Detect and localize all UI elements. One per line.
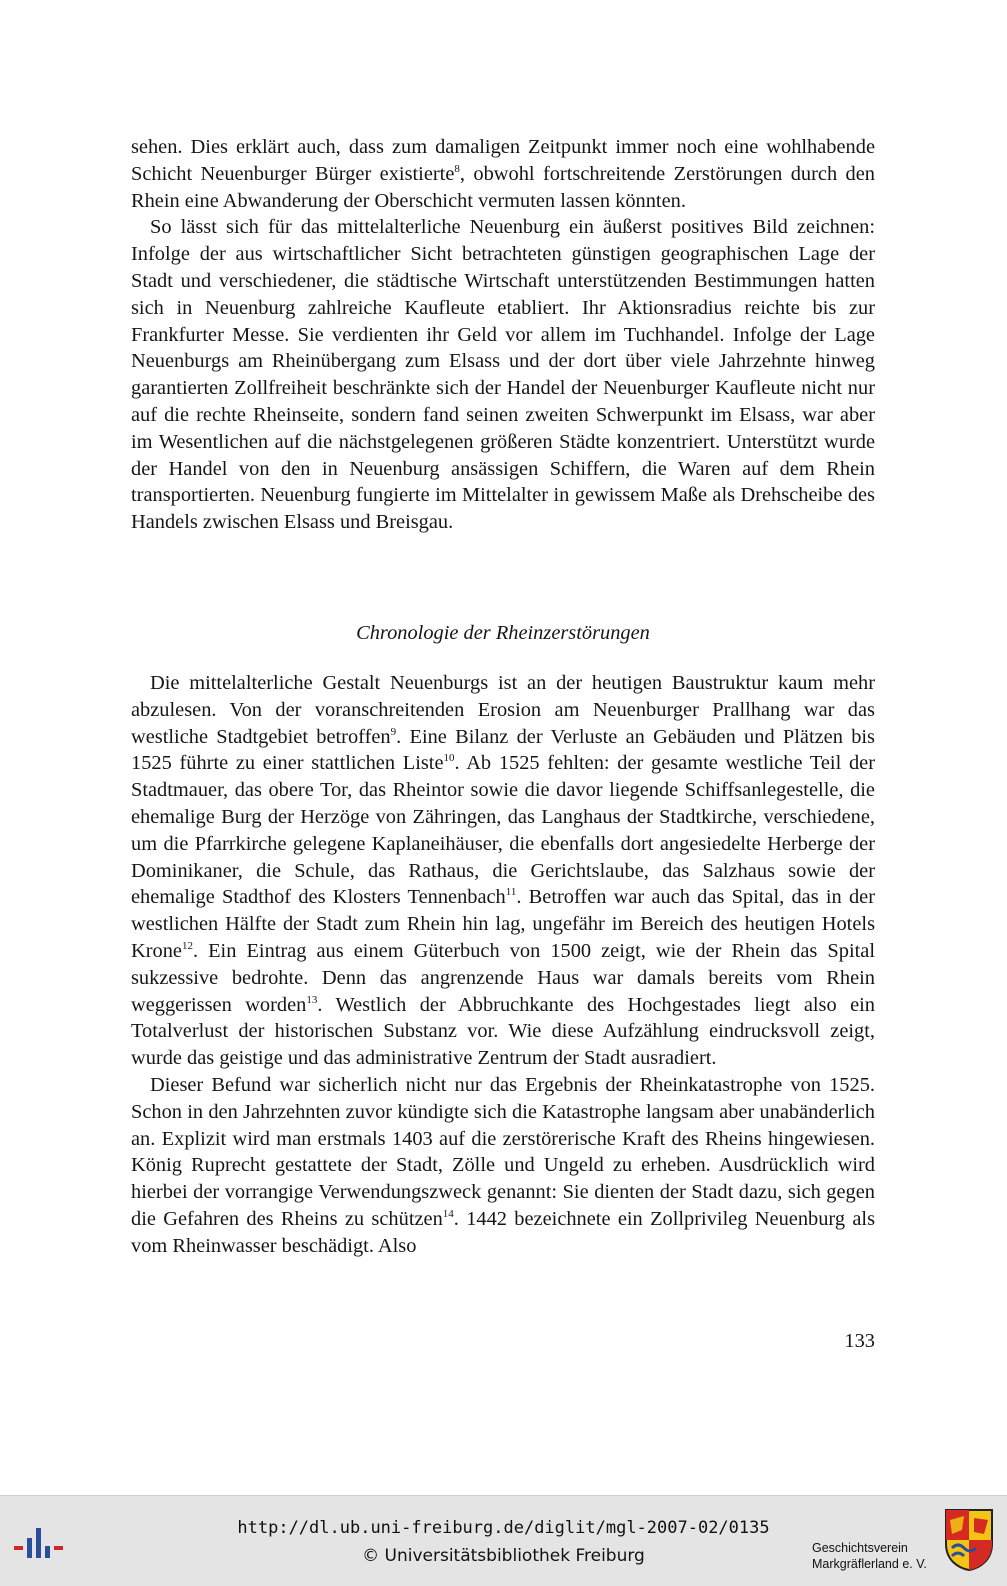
paragraph-3-text-d: . Betroffen war auch das Spital, das in der westlichen Hälfte der Stadt zum Rhein hin lag, ungefähr im Bereich des heutigen Hotels Krone <box>131 886 875 962</box>
paragraph-1-text-b: , obwohl fortschreitende Zerstörungen durch den Rhein eine Abwanderung der Oberschicht vermuten lassen könnten. <box>131 162 875 212</box>
copyright-text: © Universitätsbibliothek Freiburg <box>362 1546 645 1566</box>
footnote-ref-10[interactable]: 10 <box>443 752 455 765</box>
paragraph-4-text-b: . 1442 bezeichnete ein Zollprivileg Neuenburg als vom Rheinwasser beschädigt. Also <box>131 1207 876 1257</box>
footnote-ref-12[interactable]: 12 <box>181 940 193 953</box>
paragraph-3-text-e: . Ein Eintrag aus einem Güterbuch von 1500 zeigt, wie der Rhein das Spital sukzessive bedrohte. Denn das angrenzende Haus war damals bereits vom Rhein weggerissen worden <box>131 939 875 1016</box>
paragraph-3-text-c: . Ab 1525 fehlten: der gesamte westliche Teil der Stadtmauer, das obere Tor, das Rheintor sowie die davor liegende Schiffsanlegestelle, die ehemalige Burg der Herzöge von Zähringen, das Langhaus der Stadtkirche, verschiedene, um die Pfarrkirche gelegene Kaplaneihäuser, die ebenfalls dort angesiedelte Herberge der Dominikaner, die Schule, das Rathaus, die Gerichtslaube, das Salzhaus sowie der ehemalige Stadthof des Klosters Tennenbach <box>131 752 875 909</box>
paragraph-2: So lässt sich für das mittelalterliche Neuenburg ein äußerst positives Bild zeichnen: Infolge der aus wirtschaftlicher Sicht betrachteten günstigen geographischen Lage der Stadt und verschiedener, die städtische Wirtschaft unterstützenden Bestimmungen hatten sich in Neuenburg zahlreiche Kaufleute etabliert. Ihr Aktionsradius reichte bis zur Frankfurter Messe. Sie verdienten ihr Geld vor allem im Tuchhandel. Infolge der Lage Neuenburgs am Rheinübergang zum Elsass und der dort über viele Jahrzehnte hinweg garantierten Zollfreiheit beschränkte sich der Handel der Neuenburger Kaufleute nicht nur auf die rechte Rheinseite, sondern fand seinen zweiten Schwerpunkt im Elsass, war aber im Wesentlichen auf die nächstgelegenen größeren Städte konzentriert. Unterstützt wurde der Handel von den in Neuenburg ansässigen Schiffern, die Waren auf dem Rhein transportierten. Neuenburg fungierte im Mittelalter in gewissem Maße als Drehscheibe des Handels zwischen Elsass und Breisgau. <box>131 216 875 534</box>
society-name-line-2: Markgräflerland e. V. <box>812 1557 927 1571</box>
paragraph-4 <box>131 1072 875 1260</box>
paragraph-3-text-b: . Eine Bilanz der Verluste an Gebäuden und Plätzen bis 1525 führte zu einer stattlichen Liste <box>131 725 875 775</box>
society-name <box>812 1540 932 1572</box>
text-block-top <box>131 134 875 536</box>
document-url-link[interactable]: http://dl.ub.uni-freiburg.de/diglit/mgl-2007-02/0135 <box>237 1518 770 1538</box>
footnote-ref-14[interactable]: 14 <box>442 1208 454 1221</box>
paragraph-1-text-a: sehen. Dies erklärt auch, dass zum damaligen Zeitpunkt immer noch eine wohlhabende Schicht Neuenburger Bürger existierte <box>131 136 875 185</box>
section-heading: Chronologie der Rheinzerstörungen <box>356 622 650 644</box>
paragraph-4-text-a: Dieser Befund war sicherlich nicht nur das Ergebnis der Rheinkatastrophe von 1525. Schon in den Jahrzehnten zuvor kündigte sich die Katastrophe langsam aber unabänderlich an. Explizit wird man erstmals 1403 auf die zerstörerische Kraft des Rheins hingewiesen. König Ruprecht gestattete der Stadt, Zölle und Ungeld zu erheben. Ausdrücklich wird hierbei der vorrangige Verwendungszweck genannt: Sie dienten der Stadt dazu, sich gegen die Gefahren des Rheins zu schützen <box>131 1073 875 1230</box>
text-block-bottom <box>131 670 875 1260</box>
paragraph-3 <box>131 670 875 1072</box>
footnote-ref-8[interactable]: 8 <box>454 163 460 175</box>
paragraph-1 <box>131 134 875 214</box>
paragraph-3-text-f: . Westlich der Abbruchkante des Hochgestades liegt also ein Totalverlust der historischen Substanz vor. Wie diese Aufzählung eindrucksvoll zeigt, wurde das geistige und das administrative Zentrum der Stadt ausradiert. <box>131 993 876 1070</box>
page-number: 133 <box>844 1330 875 1352</box>
footnote-ref-11[interactable]: 11 <box>505 886 517 899</box>
footnote-ref-13[interactable]: 13 <box>306 993 318 1006</box>
viewer-footer <box>0 1495 1007 1586</box>
coat-of-arms-icon <box>944 1508 994 1572</box>
paragraph-3-text-a: Die mittelalterliche Gestalt Neuenburgs ist an der heutigen Baustruktur kaum mehr abzulesen. Von der voranschreitenden Erosion am Neuenburger Prallhang war das westliche Stadtgebiet betroffen <box>131 672 875 748</box>
society-name-line-1: Geschichtsverein <box>812 1541 908 1555</box>
footnote-ref-9[interactable]: 9 <box>390 725 397 738</box>
